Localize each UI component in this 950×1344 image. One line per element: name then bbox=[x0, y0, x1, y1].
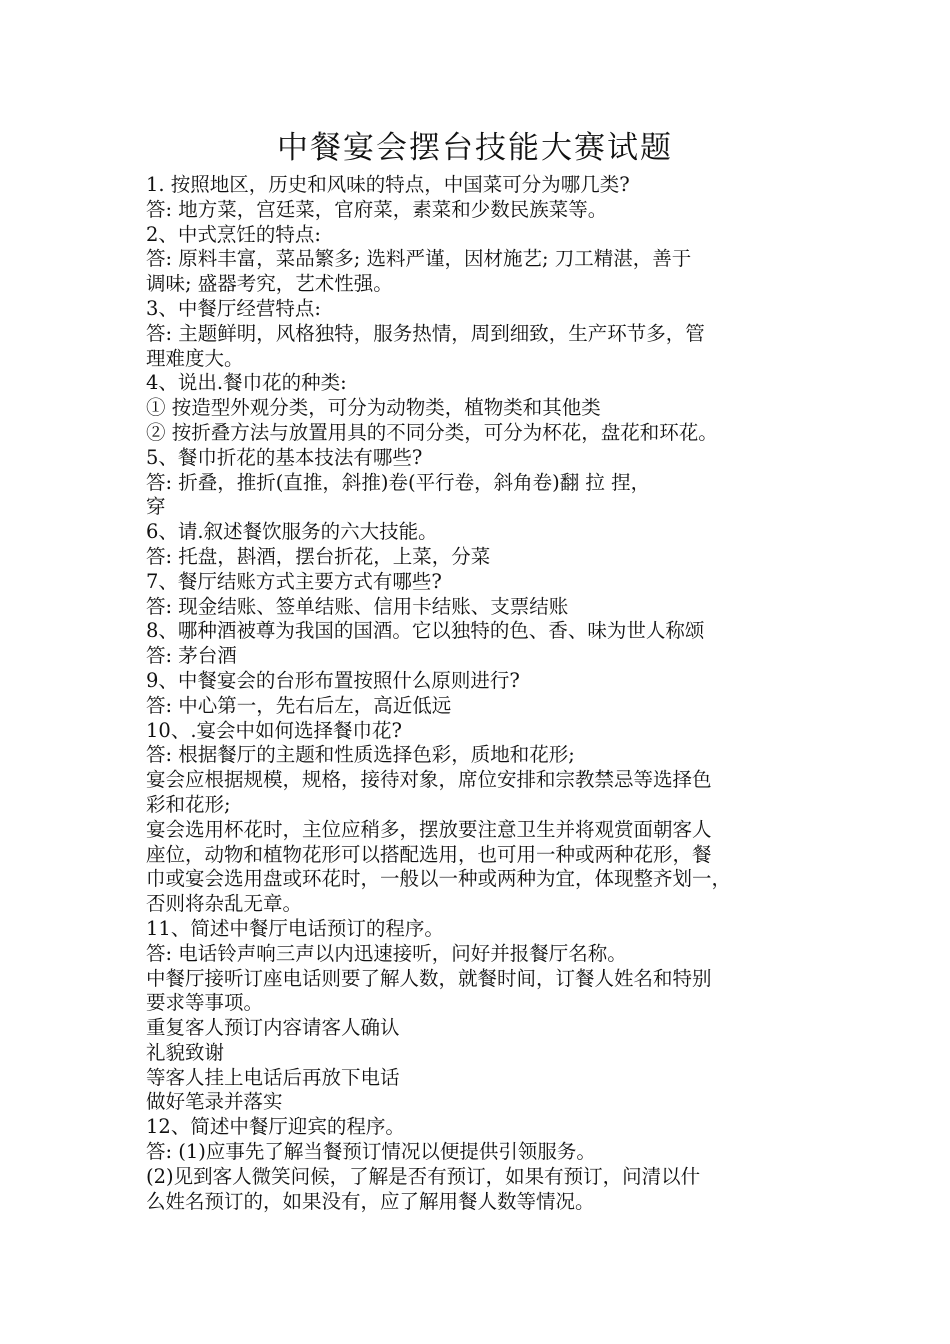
text-line: 1. 按照地区，历史和风味的特点，中国菜可分为哪几类? bbox=[146, 173, 630, 196]
text-line: 3、中餐厅经营特点: bbox=[146, 296, 321, 320]
text-line: 座位，动物和植物花形可以搭配选用，也可用一种或两种花形，餐 bbox=[146, 842, 712, 866]
text-line: 答: 电话铃声响三声以内迅速接听，问好并报餐厅名称。 bbox=[146, 941, 627, 965]
text-line: 调味; 盛器考究，艺术性强。 bbox=[146, 272, 393, 296]
text-line: 等客人挂上电话后再放下电话 bbox=[146, 1065, 400, 1089]
text-line: 么姓名预订的，如果没有，应了解用餐人数等情况。 bbox=[146, 1189, 595, 1213]
text-line: 中餐厅接听订座电话则要了解人数，就餐时间，订餐人姓名和特别 bbox=[146, 966, 712, 990]
text-line: 否则将杂乱无章。 bbox=[146, 892, 303, 916]
text-line: 11、简述中餐厅电话预订的程序。 bbox=[146, 916, 444, 940]
text-line: 答: 地方菜，宫廷菜，官府菜，素菜和少数民族菜等。 bbox=[146, 197, 608, 221]
text-line: 4、说出.餐巾花的种类: bbox=[146, 371, 347, 395]
text-line: 12、简述中餐厅迎宾的程序。 bbox=[146, 1115, 405, 1139]
text-line: 宴会选用杯花时，主位应稍多，摆放要注意卫生并将观赏面朝客人 bbox=[146, 817, 712, 841]
text-line: 6、请.叙述餐饮服务的六大技能。 bbox=[146, 520, 438, 544]
text-line: ① 按造型外观分类，可分为动物类，植物类和其他类 bbox=[146, 396, 601, 420]
text-line: 答: 原料丰富，菜品繁多; 选料严谨，因材施艺; 刀工精湛，善于 bbox=[146, 247, 692, 271]
text-line: 2、中式烹饪的特点: bbox=[146, 222, 321, 246]
text-line: 8、哪种酒被尊为我国的国酒。它以独特的色、香、味为世人称颂 bbox=[146, 619, 705, 643]
text-line: ② 按折叠方法与放置用具的不同分类，可分为杯花，盘花和环花。 bbox=[146, 420, 718, 444]
text-line: 9、中餐宴会的台形布置按照什么原则进行? bbox=[146, 668, 520, 692]
text-line: 宴会应根据规模，规格，接待对象，席位安排和宗教禁忌等选择色 bbox=[146, 768, 712, 792]
text-line: 答: 茅台酒 bbox=[146, 644, 237, 668]
text-line: 礼貌致谢 bbox=[146, 1040, 225, 1064]
text-line: 答: (1)应事先了解当餐预订情况以便提供引领服务。 bbox=[146, 1140, 596, 1164]
text-line: 理难度大。 bbox=[146, 346, 244, 370]
text-line: 要求等事项。 bbox=[146, 991, 264, 1015]
text-line: 答: 中心第一，先右后左，高近低远 bbox=[146, 693, 452, 717]
text-line: 答: 根据餐厅的主题和性质选择色彩，质地和花形; bbox=[146, 743, 575, 767]
text-line: 巾或宴会选用盘或环花时，一般以一种或两种为宜，体现整齐划一， bbox=[146, 867, 732, 891]
text-line: 答: 折叠，推折(直推，斜推)卷(平行卷，斜角卷)翻 拉 捏， bbox=[146, 470, 651, 494]
text-line: 重复客人预订内容请客人确认 bbox=[146, 1016, 400, 1040]
text-line: 5、餐巾折花的基本技法有哪些? bbox=[146, 445, 423, 469]
text-line: 答: 现金结账、签单结账、信用卡结账、支票结账 bbox=[146, 594, 569, 618]
text-line: 10、.宴会中如何选择餐巾花? bbox=[146, 718, 402, 742]
text-line: 答: 主题鲜明，风格独特，服务热情，周到细致，生产环节多，管 bbox=[146, 321, 705, 345]
document-body bbox=[146, 173, 818, 1214]
text-line: 答: 托盘，斟酒，摆台折花，上菜，分菜 bbox=[146, 544, 491, 568]
text-line: 7、餐厅结账方式主要方式有哪些? bbox=[146, 569, 442, 593]
text-line: 彩和花形; bbox=[146, 792, 231, 816]
text-line: 做好笔录并落实 bbox=[146, 1090, 283, 1114]
text-line: (2)见到客人微笑问候，了解是否有预订，如果有预订，问清以什 bbox=[146, 1164, 701, 1188]
document-title: 中餐宴会摆台技能大赛试题 bbox=[277, 130, 673, 166]
text-line: 穿 bbox=[146, 495, 166, 519]
